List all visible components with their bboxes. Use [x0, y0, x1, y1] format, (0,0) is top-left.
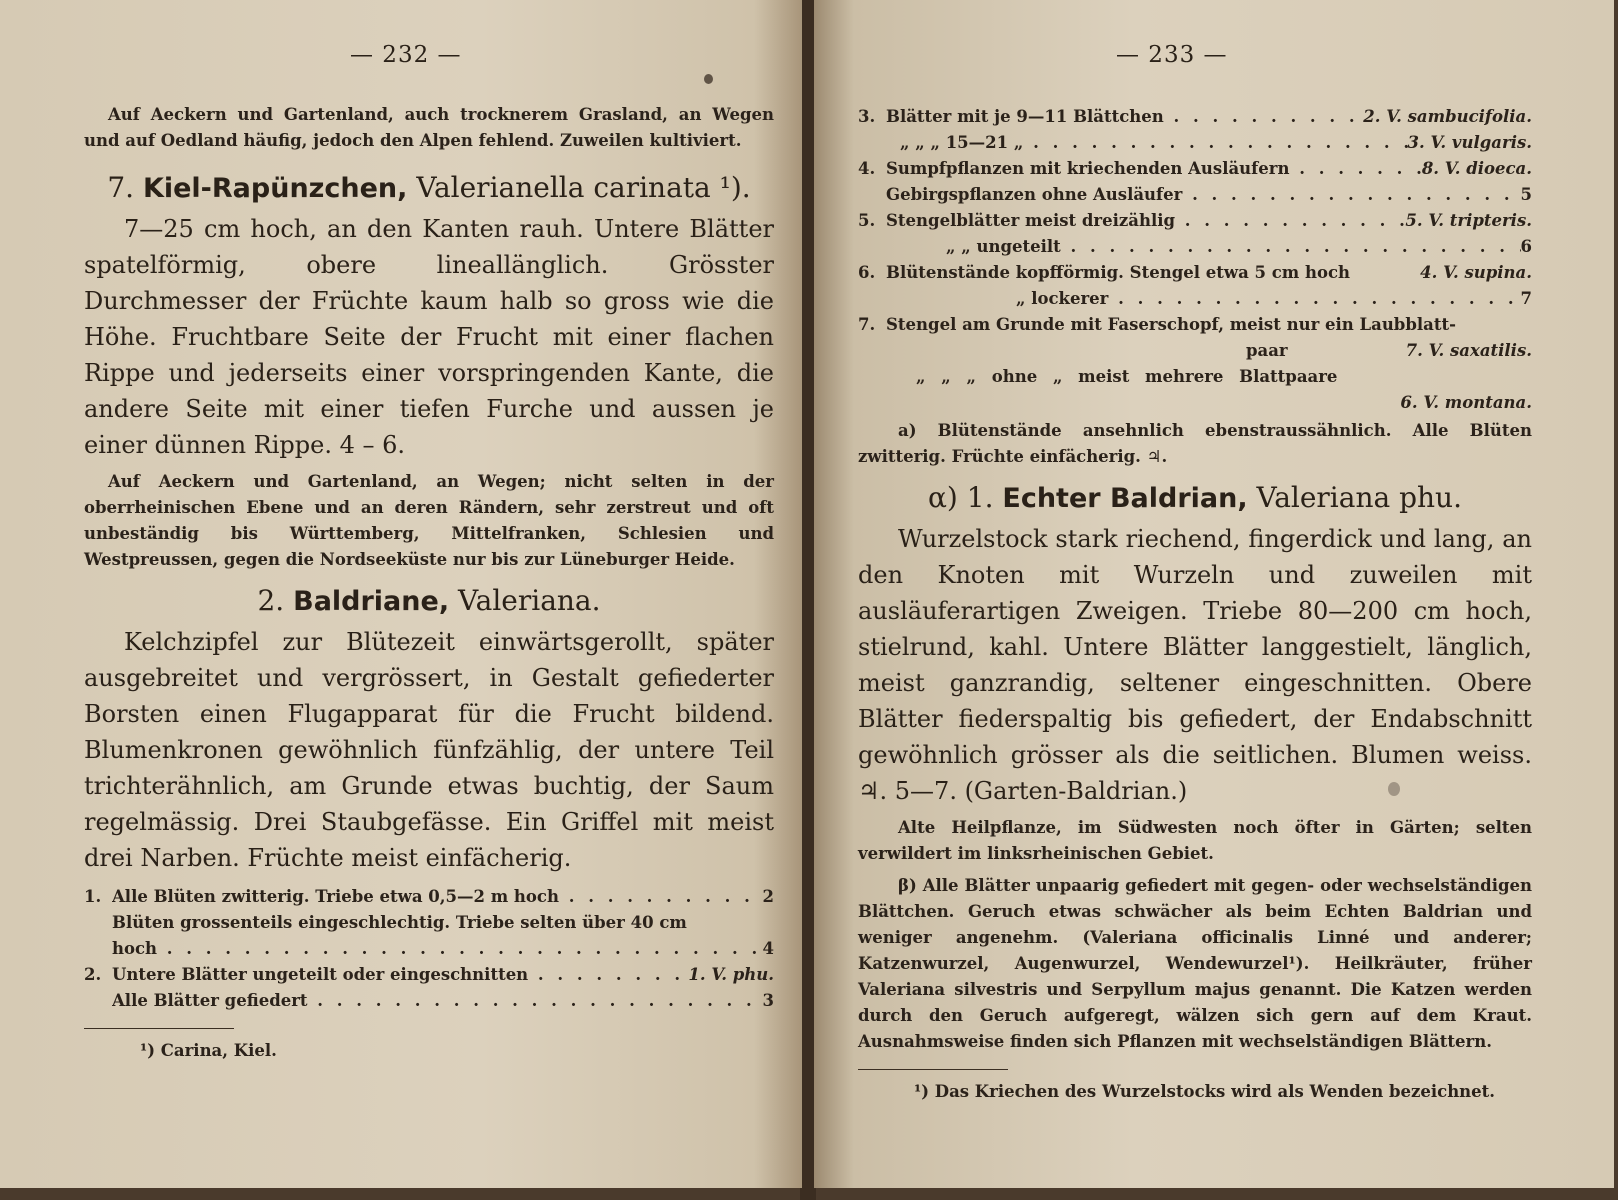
- key-text: Alle Blätter gefiedert . . .: [112, 988, 763, 1014]
- key-row: [858, 260, 1532, 286]
- key-number: 7.: [858, 315, 876, 334]
- key-text: Sumpfpflanzen mit kriechenden Ausläufern . . .: [886, 156, 1422, 182]
- genus-heading: [84, 581, 774, 622]
- left-text-column: [84, 102, 774, 1060]
- key-number: 3.: [858, 107, 876, 126]
- heading-number: 2.: [257, 584, 285, 617]
- key-text: Stengel am Grunde mit Faserschopf, meist nur ein Laubblatt-: [886, 315, 1456, 334]
- key-text: „ „ „ 15—21 „ . . .: [886, 130, 1408, 156]
- key-row: [858, 364, 1532, 390]
- heading-name: Baldriane,: [293, 586, 450, 617]
- description-paragraph: Wurzelstock stark riechend, fingerdick und lang, an den Knoten mit Wurzeln und zuweilen mit ausläuferartigen Zweigen. Triebe 80—200 cm hoch, stielrund, kahl. Untere Blätter langgestielt, länglich, meist ganzrandig, seltener eingeschnitten. Obere Blätter fiederspaltig bis gefiedert, der Endabschnitt gewöhnlich grösser als die seitlichen. Blumen weiss. ♃. 5—7. (Garten-Baldrian.): [858, 525, 1532, 805]
- description-paragraph: 7—25 cm hoch, an den Kanten rauh. Untere Blätter spatelförmig, obere lineallänglich. Grösster Durchmesser der Früchte kaum halb so gross wie die Höhe. Fruchtbare Seite der Frucht mit einer flachen Rippe und jederseits einer vorspringenden Kante, die andere Seite mit einer tiefen Furche und aussen je einer dünnen Rippe. 4 – 6.: [84, 215, 774, 459]
- key-number: [858, 182, 886, 208]
- heading-latin: Valeriana phu.: [1256, 481, 1462, 514]
- key-number: 5.: [858, 211, 876, 230]
- footnote: ¹) Carina, Kiel.: [140, 1041, 277, 1060]
- key-result: 3: [762, 991, 774, 1010]
- key-text: Untere Blätter ungeteilt oder eingeschnitten . . .: [112, 962, 688, 988]
- key-number: [858, 286, 886, 312]
- species-heading: [84, 168, 774, 209]
- key-text: Blütenstände kopfförmig. Stengel etwa 5 cm hoch: [886, 263, 1351, 282]
- description-paragraph: Kelchzipfel zur Blütezeit einwärtsgerollt, später ausgebreitet und vergrössert, in Gestalt gefiederter Borsten einen Flugapparat für die Frucht bildend. Blumenkronen gewöhnlich fünfzählig, der untere Teil trichterähnlich, am Grunde etwas buchtig, der Saum regelmässig. Drei Staubgefässe. Ein Griffel mit meist drei Narben. Früchte meist einfächerig.: [84, 628, 774, 872]
- key-text: „ „ ungeteilt . . .: [886, 234, 1521, 260]
- habitat-paragraph: Auf Aeckern und Gartenland, an Wegen; nicht selten in der oberrheinischen Ebene und an deren Rändern, sehr zerstreut und oft unbeständig bis Württemberg, Mittelfranken, Schlesien und Westpreussen, gegen die Nordseeküste nur bis zur Lüneburger Heide.: [84, 472, 774, 569]
- left-page: [0, 0, 802, 1188]
- key-text: hoch . . .: [112, 936, 763, 962]
- key-number: [858, 390, 886, 416]
- ink-spot: [704, 74, 713, 84]
- species-heading: [858, 478, 1532, 519]
- key-result: 7. V. saxatilis.: [1405, 341, 1532, 360]
- key-row: [858, 312, 1532, 338]
- key-result: 1. V. phu.: [688, 965, 774, 984]
- key-row: [858, 182, 1532, 208]
- key-number: [858, 234, 886, 260]
- key-number: [858, 130, 886, 156]
- key-result: 2. V. sambucifolia.: [1363, 107, 1532, 126]
- key-text: Blätter mit je 9—11 Blättchen . . .: [886, 104, 1363, 130]
- key-row: [858, 286, 1532, 312]
- key-result: 5: [1520, 185, 1532, 204]
- key-text: Blüten grossenteils eingeschlechtig. Triebe selten über 40 cm: [112, 913, 687, 932]
- key-number: 2.: [84, 965, 102, 984]
- key-row: [84, 988, 774, 1014]
- key-row: [84, 910, 774, 936]
- key-number: 4.: [858, 159, 876, 178]
- key-result: 3. V. vulgaris.: [1407, 133, 1532, 152]
- heading-latin: Valeriana.: [457, 584, 601, 617]
- key-text: „ lockerer . . .: [886, 286, 1521, 312]
- key-text: Gebirgspflanzen ohne Ausläufer . . .: [886, 182, 1521, 208]
- key-result: 8. V. dioeca.: [1421, 159, 1532, 178]
- key-row: [858, 338, 1532, 364]
- key-result: 7: [1520, 289, 1532, 308]
- heading-latin: Valerianella carinata ¹).: [416, 171, 751, 204]
- key-row: [858, 104, 1532, 130]
- footnote: ¹) Das Kriechen des Wurzelstocks wird als Wenden bezeichnet.: [914, 1082, 1496, 1101]
- heading-name: Kiel-Rapünzchen,: [142, 173, 408, 204]
- key-row: [858, 208, 1532, 234]
- key-row: [858, 390, 1532, 416]
- heading-number: 7.: [107, 171, 135, 204]
- key-number: 1.: [84, 887, 102, 906]
- key-number: [858, 364, 886, 390]
- right-page: [814, 0, 1614, 1188]
- key-result: 6: [1520, 237, 1532, 256]
- key-text: Alle Blüten zwitterig. Triebe etwa 0,5—2 m hoch . . .: [112, 884, 763, 910]
- subgroup-paragraph: a) Blütenstände ansehnlich ebenstraussähnlich. Alle Blüten zwitterig. Früchte einfächerig. ♃.: [858, 421, 1532, 466]
- page-number: — 233 —: [1116, 42, 1228, 68]
- key-text: Stengelblätter meist dreizählig . . .: [886, 208, 1405, 234]
- key-number: [84, 936, 112, 962]
- key-row: [858, 130, 1532, 156]
- footnote-rule: [858, 1069, 1008, 1070]
- key-text: paar: [1246, 341, 1288, 360]
- identification-key: [858, 104, 1532, 416]
- key-result: 4: [762, 939, 774, 958]
- key-number: [84, 988, 112, 1014]
- key-result: 4. V. supina.: [1420, 263, 1532, 282]
- key-number: [858, 338, 886, 364]
- key-row: [84, 962, 774, 988]
- key-result: 6. V. montana.: [1400, 393, 1532, 412]
- page-number: — 232 —: [350, 42, 462, 68]
- key-row: [84, 936, 774, 962]
- key-row: [858, 234, 1532, 260]
- identification-key: [84, 884, 774, 1014]
- right-text-column: [858, 104, 1532, 1101]
- heading-name: Echter Baldrian,: [1002, 483, 1248, 514]
- key-row: [858, 156, 1532, 182]
- key-row: [84, 884, 774, 910]
- key-result: 2: [762, 887, 774, 906]
- habitat-paragraph: Auf Aeckern und Gartenland, auch trocknerem Grasland, an Wegen und auf Oedland häufig, jedoch den Alpen fehlend. Zuweilen kultiviert.: [84, 105, 774, 150]
- footnote-rule: [84, 1028, 234, 1029]
- key-number: 6.: [858, 263, 876, 282]
- key-number: [84, 910, 112, 936]
- key-text: [886, 390, 1400, 416]
- habitat-paragraph: Alte Heilpflanze, im Südwesten noch öfter in Gärten; selten verwildert im linksrheinischen Gebiet.: [858, 818, 1532, 863]
- subgroup-paragraph: β) Alle Blätter unpaarig gefiedert mit gegen- oder wechselständigen Blättchen. Geruch etwas schwächer als beim Echten Baldrian und weniger angenehm. (Valeriana officinalis Linné und anderer; Katzenwurzel, Augenwurzel, Wendewurzel¹). Heilkräuter, früher Valeriana silvestris und Serpyllum majus genannt. Die Katzen werden durch den Geruch aufgeregt, wälzen sich gern auf dem Kraut. Ausnahmsweise finden sich Pflanzen mit wechselständigen Blättern.: [858, 876, 1532, 1051]
- heading-number: α) 1.: [928, 481, 994, 514]
- key-text: „ „ „ ohne „ meist mehrere Blattpaare: [916, 367, 1338, 386]
- key-result: 5. V. tripteris.: [1405, 211, 1532, 230]
